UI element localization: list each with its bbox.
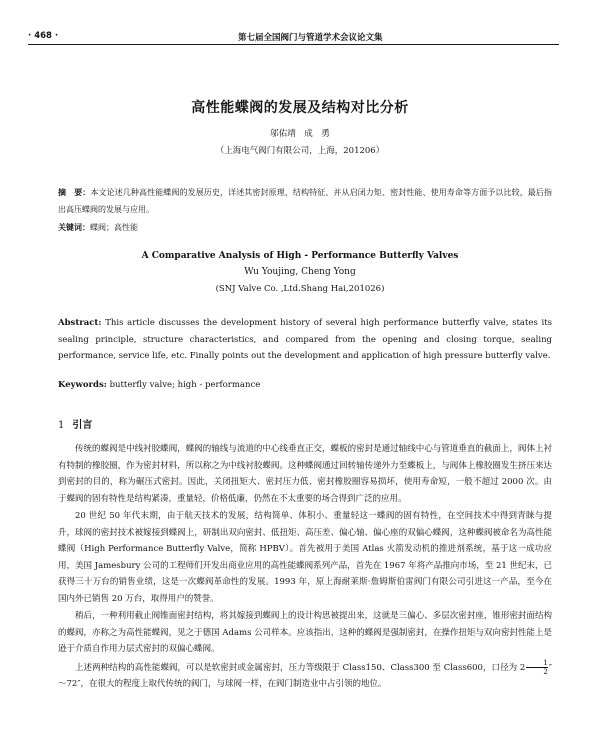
fraction-numerator: 1 [526, 659, 547, 668]
section-title: 引言 [72, 420, 93, 431]
affiliation-chinese: （上海电气阀门有限公司，上海，201206） [215, 146, 385, 156]
paragraph: 20 世纪 50 年代末期，由于航天技术的发展，结构简单、体积小、重量轻这一蝶阀的固有特性，在空间技术中得到青睐与提升，球阀的密封技术被嫁接到蝶阀上，研制出双向密封、低扭矩、高压差、偏心轴、偏心座的双偏心蝶阀，这种蝶阀被命名为高性能蝶阀（High Performance Butterfly Valve，简称 HPBV）。首先被用于美国 Atlas 火箭发动机的推进剂系统，基于这一成功应用，美国 Jamesbury 公司的工程师们开发出商业应用的高性能蝶阀系列产品，首先在 1967 年将产品推向市场，至 21 世纪末，已获得三十万台的销售业绩，这是一次蝶阀革命性的发展。1993 年，原上海耐莱斯·詹姆斯伯雷阀门有限公司引进这一产品，至今在国内外已销售 20 万台，取得用户的赞誉。 [58, 511, 552, 604]
journal-title: 第七届全国阀门与管道学术会议论文集 [238, 33, 383, 43]
abstract-chinese [58, 184, 552, 218]
abstract-label-chinese: 摘 要： [58, 188, 91, 197]
paragraph: 上述两种结构的高性能蝶阀，可以是软密封或金属密封，压力等级限于 Class150、Class300 至 Class600，口径为 2 $\frac{1}{2}$ ″～72″，在很大的程度上取代传统的阀门，与球阀一样，在阀门制造业中占引领的地位。 [58, 658, 552, 689]
mixed-number-int: 2 [519, 662, 526, 673]
section-heading [58, 416, 92, 431]
title-english: A Comparative Analysis of High - Performance Butterfly Valves [141, 251, 459, 261]
keywords-english [58, 380, 552, 390]
paragraph: 稍后，一种利用截止阀锥面密封结构，将其嫁接到蝶阀上的设计构思被提出来，这就是三偏心、多层次密封座，锥形密封面结构的蝶阀，亦称之为高性能蝶阀，见之于德国 Adams 公司样本。应该指出，这种的蝶阀是强制密封，在操作扭矩与双向密封性能上是逊于介质自作用力层式密封的双偏心蝶阀。 [58, 611, 552, 654]
affiliation-english: (SNJ Valve Co. ,Ltd.Shang Hai,201026) [215, 284, 385, 294]
abstract-text-english: This article discusses the development history of several high performance butterfly valve, states its sealing principle, structure characteristics, and compared from the opening and closing torque, sealing performance, service life, etc. Finally points out the development and application of high pressure butterfly valve. [58, 318, 553, 361]
authors-english: Wu Youjing, Cheng Yong [244, 267, 356, 277]
keywords-label-chinese: 关键词： [58, 223, 90, 232]
paragraph: 传统的蝶阀是中线衬胶蝶阀，蝶阀的轴线与流道的中心线垂直正交，蝶板的密封是通过轴线中心与管道垂直的截面上，阀体上衬有特制的橡胶圈，作为密封材料，所以称之为中线衬胶蝶阀。这种蝶阀通过回转轴传递外力至蝶板上，与阀体上橡胶圈发生挤压来达到密封的目的，称为碾压式密封。因此，关闭扭矩大、密封压力低、密封橡胶圈容易损坏，使用寿命短，一般不超过 2000 次。由于蝶阀的固有特性是结构紧凑，重量轻，价格低廉，仍然在不太重要的场合得到广泛的应用。 [58, 444, 552, 504]
keywords-label-english: Keywords: [58, 380, 107, 390]
abstract-english [58, 315, 552, 365]
keywords-text-english: butterfly valve; high - performance [109, 380, 261, 390]
header-rule [28, 44, 559, 45]
abstract-label-english: Abstract: [58, 318, 102, 328]
section-number: 1 [58, 420, 65, 431]
keywords-text-chinese: 蝶阀；高性能 [90, 223, 138, 232]
abstract-text-chinese: 本文论述几种高性能蝶阀的发展历史，详述其密封原理、结构特征、并从启闭力矩、密封性能、使用寿命等方面予以比较，最后指出高压蝶阀的发展与应用。 [58, 188, 553, 214]
fraction-denominator: 2 [543, 667, 548, 676]
body-text [58, 441, 552, 694]
page-number: · 468 · [28, 31, 59, 41]
authors-chinese: 邬佑靖 成 勇 [270, 129, 330, 139]
keywords-chinese [58, 222, 552, 233]
fraction [526, 659, 547, 676]
title-chinese: 高性能蝶阀的发展及结构对比分析 [191, 100, 409, 116]
